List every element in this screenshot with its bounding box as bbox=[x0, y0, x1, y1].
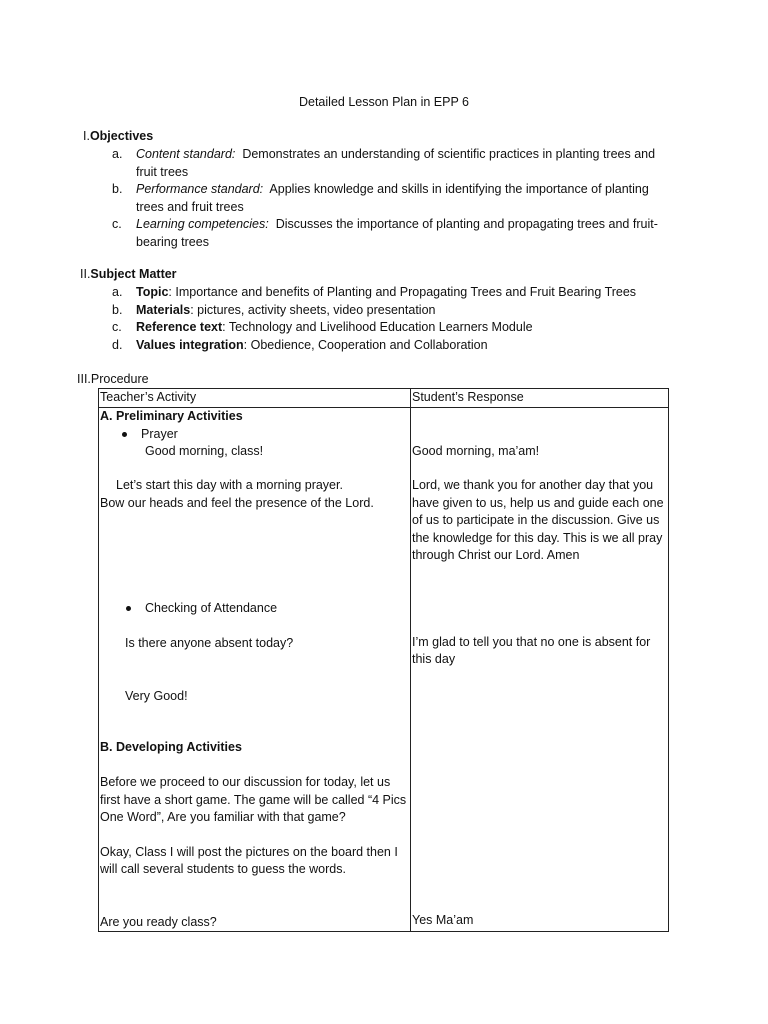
game-line-1: Before we proceed to our discussion for today, let us bbox=[100, 774, 391, 789]
document-title: Detailed Lesson Plan in EPP 6 bbox=[298, 95, 470, 109]
item-label: Values integration bbox=[136, 337, 244, 352]
table-row bbox=[99, 407, 669, 931]
table-header-row bbox=[99, 389, 669, 408]
student-response-cell bbox=[411, 407, 669, 931]
item-label: Reference text bbox=[136, 320, 223, 334]
student-absent-line-2: this day bbox=[412, 651, 456, 666]
prayer-label: Prayer bbox=[141, 426, 178, 441]
student-prayer-line-1: Lord, we thank you for another day that you bbox=[412, 477, 654, 492]
subject-matter-heading-text: Subject Matter bbox=[90, 267, 177, 281]
post-line-1: Okay, Class I will post the pictures on the board then I bbox=[100, 844, 398, 859]
item-text: Applies knowledge and skills in identifying the importance of planting bbox=[269, 182, 649, 196]
teacher-prayer-line-1: Let’s start this day with a morning prayer. bbox=[116, 477, 343, 492]
bullet-icon bbox=[122, 432, 127, 437]
student-prayer-line-5: through Christ our Lord. Amen bbox=[412, 547, 580, 562]
student-ready-response: Yes Ma’am bbox=[412, 912, 474, 927]
preliminary-activities-heading: A. Preliminary Activities bbox=[100, 408, 243, 423]
item-text: : Obedience, Cooperation and Collaboration bbox=[243, 337, 488, 352]
item-label: Materials bbox=[136, 302, 191, 317]
attendance-bullet-item bbox=[126, 600, 277, 618]
item-label: Learning competencies: bbox=[136, 217, 269, 231]
list-marker: b. bbox=[112, 302, 123, 317]
list-marker: c. bbox=[112, 320, 122, 334]
list-item bbox=[112, 337, 672, 355]
item-text: : pictures, activity sheets, video presentation bbox=[190, 302, 436, 317]
very-good-text: Very Good! bbox=[125, 688, 188, 703]
item-text: : Technology and Livelihood Education Learners Module bbox=[222, 320, 533, 334]
attendance-label: Checking of Attendance bbox=[145, 600, 278, 615]
list-item bbox=[112, 181, 672, 216]
teacher-activity-cell bbox=[99, 407, 411, 931]
list-marker: a. bbox=[112, 147, 123, 161]
list-marker: d. bbox=[112, 337, 123, 352]
student-prayer-line-3: of us to participate in the discussion. Give us bbox=[412, 512, 660, 527]
subject-matter-heading bbox=[80, 266, 177, 284]
col-header-teacher: Teacher’s Activity bbox=[99, 389, 411, 408]
student-greeting: Good morning, ma’am! bbox=[412, 443, 540, 458]
item-text-cont: fruit trees bbox=[136, 164, 189, 179]
item-text: : Importance and benefits of Planting and Propagating Trees and Fruit Bearing Trees bbox=[168, 285, 637, 299]
game-line-3: One Word”, Are you familiar with that game? bbox=[100, 809, 346, 824]
col-header-student: Student’s Response bbox=[411, 389, 669, 408]
item-label: Content standard: bbox=[136, 147, 236, 161]
objectives-heading-num: I. bbox=[83, 129, 90, 143]
list-marker: a. bbox=[112, 285, 123, 299]
ready-question: Are you ready class? bbox=[100, 914, 217, 929]
post-line-2: will call several students to guess the words. bbox=[100, 861, 346, 876]
item-label: Topic bbox=[136, 285, 169, 299]
game-line-2: first have a short game. The game will be called “4 Pics bbox=[100, 792, 407, 807]
subject-matter-list bbox=[112, 284, 672, 354]
list-marker: b. bbox=[112, 182, 123, 196]
list-item bbox=[112, 146, 672, 181]
item-text: Discusses the importance of planting and propagating trees and fruit- bbox=[275, 217, 658, 231]
student-prayer-line-4: the knowledge for this day. This is we all pray bbox=[412, 530, 663, 545]
list-item bbox=[112, 284, 672, 302]
teacher-prayer-line-2: Bow our heads and feel the presence of the Lord. bbox=[100, 495, 374, 510]
item-text-cont: trees and fruit trees bbox=[136, 199, 244, 214]
list-item bbox=[112, 216, 672, 251]
list-item bbox=[112, 302, 672, 320]
objectives-heading-text: Objectives bbox=[89, 129, 154, 143]
objectives-heading bbox=[83, 128, 153, 146]
procedure-table bbox=[98, 388, 669, 932]
bullet-icon bbox=[126, 606, 131, 611]
list-marker: c. bbox=[112, 217, 122, 231]
absent-question: Is there anyone absent today? bbox=[125, 635, 294, 650]
teacher-greeting: Good morning, class! bbox=[145, 443, 264, 458]
item-text: Demonstrates an understanding of scientific practices in planting trees and bbox=[242, 147, 656, 161]
student-prayer-line-2: have given to us, help us and guide each one bbox=[412, 495, 664, 510]
procedure-heading: III.Procedure bbox=[77, 372, 149, 386]
student-absent-line-1: I’m glad to tell you that no one is absent for bbox=[412, 634, 651, 649]
developing-activities-heading: B. Developing Activities bbox=[100, 739, 242, 754]
item-text-cont: bearing trees bbox=[136, 234, 209, 249]
item-label: Performance standard: bbox=[136, 182, 264, 196]
subject-matter-heading-num: II. bbox=[80, 267, 91, 281]
objectives-list bbox=[112, 146, 672, 251]
prayer-bullet-item bbox=[122, 426, 178, 444]
list-item bbox=[112, 319, 672, 337]
